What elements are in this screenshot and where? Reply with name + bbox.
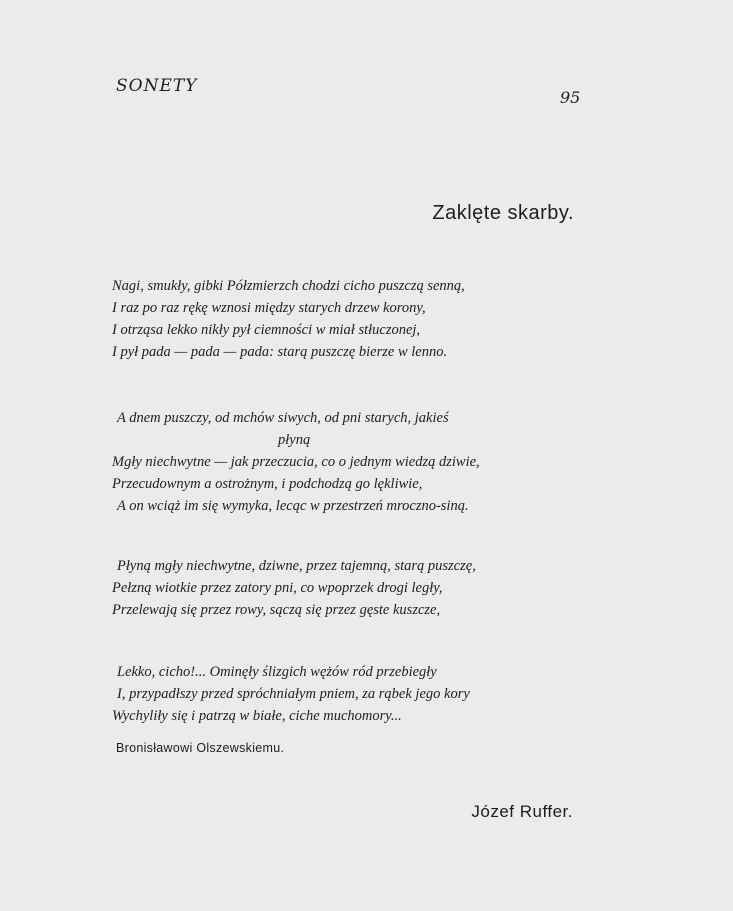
verse-line: Przecudownym a ostrożnym, i podchodzą go lękliwie, [112, 476, 423, 492]
verse-line-turnover: płyną [278, 432, 311, 448]
verse-line: I otrząsa lekko nikły pył ciemności w miał stłuczonej, [112, 322, 421, 338]
author-signature: Józef Ruffer. [471, 802, 573, 821]
verse-line: Przelewają się przez rowy, sączą się przez gęste kuszcze, [112, 602, 441, 618]
verse-line: I, przypadłszy przed spróchniałym pniem, za rąbek jego kory [117, 686, 470, 702]
stanza-2 [112, 407, 582, 517]
poem-title: Zaklęte skarby. [432, 202, 574, 224]
page-number: 95 [560, 88, 581, 107]
verse-line: A on wciąż im się wymyka, lecąc w przestrzeń mroczno-siną. [117, 498, 469, 514]
dedication: Bronisławowi Olszewskiemu. [116, 741, 285, 755]
verse-line: Nagi, smukły, gibki Półzmierzch chodzi cicho puszczą senną, [112, 278, 465, 294]
verse-line: Mgły niechwytne — jak przeczucia, co o jednym wiedzą dziwie, [112, 454, 480, 470]
verse-line: A dnem puszczy, od mchów siwych, od pni starych, jakieś [117, 410, 449, 426]
running-head: SONETY [116, 76, 198, 96]
verse-line: Lekko, cicho!... Ominęły ślizgich wężów ród przebiegły [117, 664, 437, 680]
stanza-4 [112, 661, 582, 727]
verse-line: Pełzną wiotkie przez zatory pni, co wpoprzek drogi legły, [112, 580, 443, 596]
verse-line: I raz po raz rękę wznosi między starych drzew korony, [112, 300, 426, 316]
verse-line: I pył pada — pada — pada: starą puszczę bierze w lenno. [112, 344, 448, 360]
verse-line: Wychyliły się i patrzą w białe, ciche muchomory... [112, 708, 402, 724]
stanza-1 [112, 275, 582, 363]
stanza-3 [112, 555, 582, 621]
verse-line: Płyną mgły niechwytne, dziwne, przez tajemną, starą puszczę, [117, 558, 476, 574]
